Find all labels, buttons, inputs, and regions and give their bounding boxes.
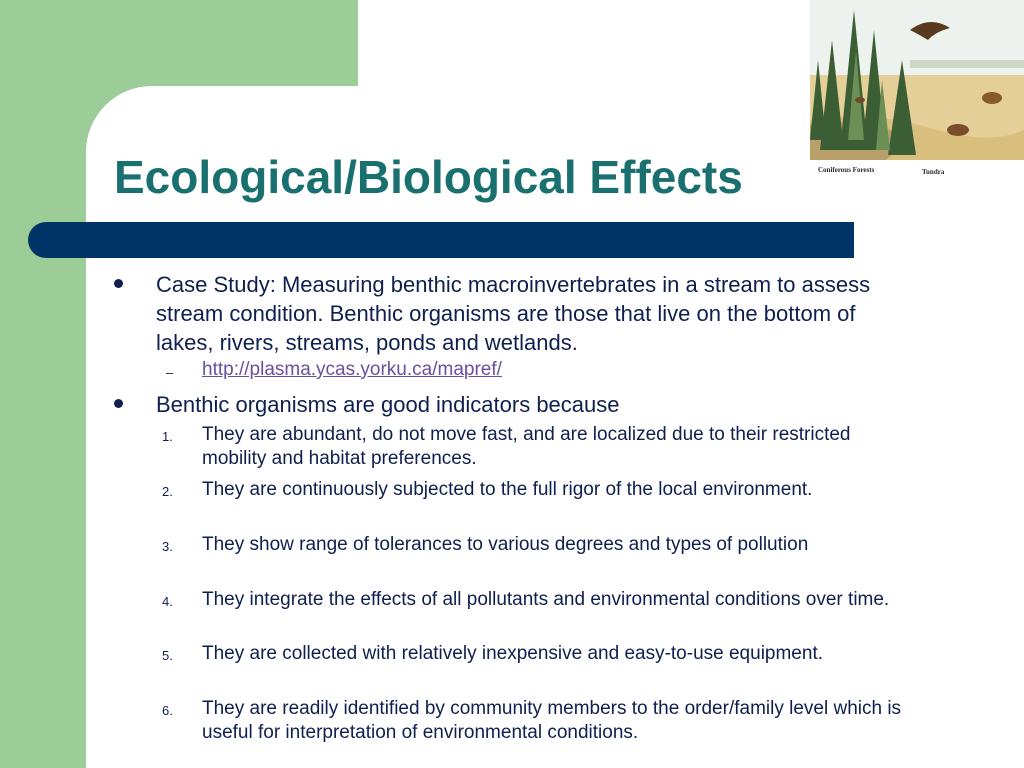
- list-item: They are abundant, do not move fast, and are localized due to their restricted mobility and habitat preferences.: [202, 424, 851, 469]
- bullet-case-study: Case Study: Measuring benthic macroinvertebrates in a stream to assess stream condition. Benthic organisms are those that live on the bottom of lakes, rivers, streams, ponds and wetlands.: [156, 272, 871, 355]
- bullet-dot: [114, 279, 123, 288]
- item-number: 4.: [162, 594, 173, 609]
- sub-bullet-dash: –: [166, 365, 174, 380]
- item-number: 5.: [162, 648, 173, 663]
- list-item: They integrate the effects of all pollutants and environmental conditions over time.: [202, 589, 890, 610]
- tundra-label: Tundra: [922, 168, 945, 176]
- list-item: They are continuously subjected to the full rigor of the local environment.: [202, 479, 813, 500]
- item-number: 1.: [162, 429, 173, 444]
- slide-title: Ecological/Biological Effects: [114, 151, 743, 203]
- item-number: 3.: [162, 539, 173, 554]
- reference-link[interactable]: http://plasma.ycas.yorku.ca/mapref/: [202, 359, 502, 380]
- list-item: They are collected with relatively inexpensive and easy-to-use equipment.: [202, 643, 823, 664]
- bullet-dot: [114, 399, 123, 408]
- item-number: 2.: [162, 484, 173, 499]
- title-underline-bar: [28, 222, 854, 258]
- list-item: They are readily identified by community members to the order/family level which is useful for interpretation of environmental conditions.: [202, 698, 902, 743]
- item-number: 6.: [162, 703, 173, 718]
- biome-illustration: [810, 0, 1024, 180]
- bullet-indicators: Benthic organisms are good indicators because: [156, 392, 620, 417]
- list-item: They show range of tolerances to various degrees and types of pollution: [202, 534, 809, 555]
- coniferous-forests-label: Coniferous Forests: [818, 166, 875, 174]
